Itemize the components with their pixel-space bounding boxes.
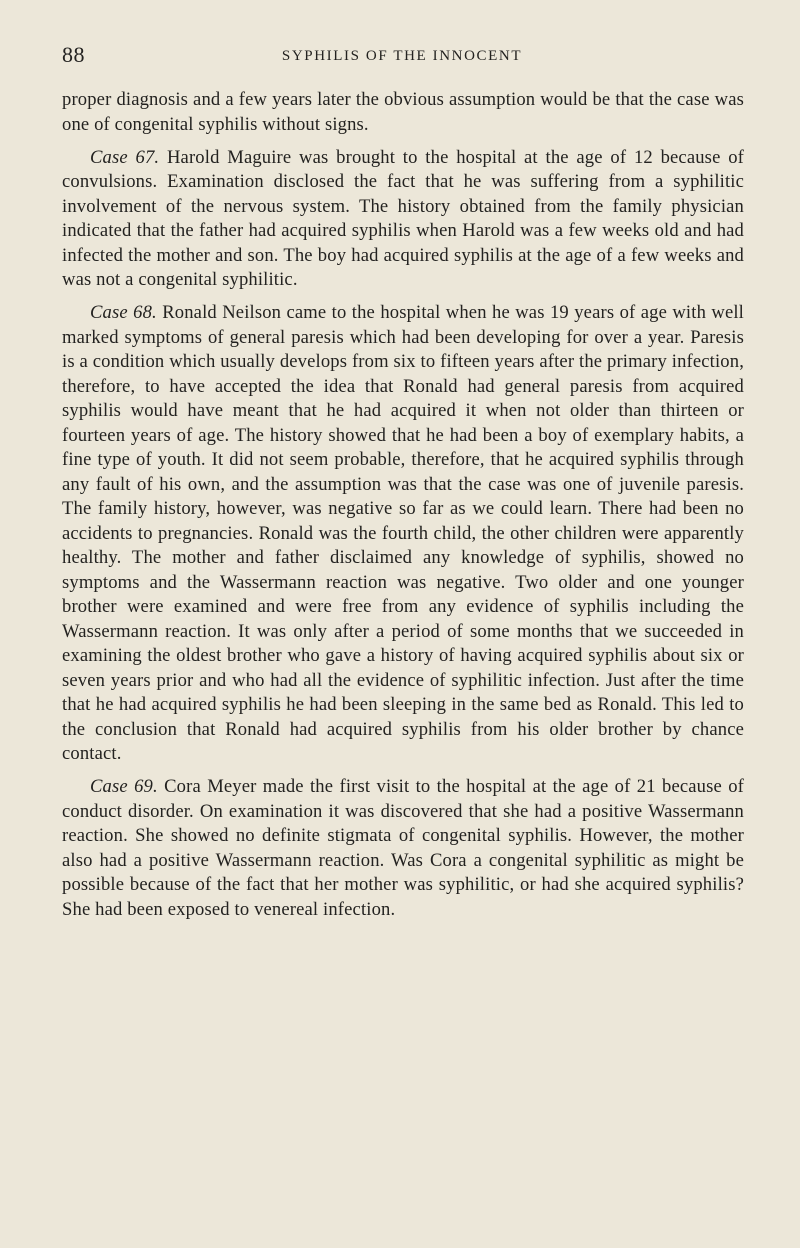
- page-number: 88: [62, 42, 85, 67]
- paragraph-case-69: [62, 775, 744, 922]
- paragraph-text: proper diagnosis and a few years later the obvious assumption would be that the case was one of congenital syphilis without signs.: [62, 89, 744, 135]
- paragraph-case-67: [62, 146, 744, 293]
- paragraph-text: Ronald Neilson came to the hospital when he was 19 years of age with well marked symptoms of general paresis which had been developing for over a year. Paresis is a condition which usually develops from six to fifteen years after the primary infection, therefore, to have accepted the idea that Ronald had general paresis from acquired syphilis would have meant that he had acquired it when not older than thirteen or fourteen years of age. The history showed that he had been a boy of exemplary habits, a fine type of youth. It did not seem probable, therefore, that he acquired syphilis through any fault of his own, and the assumption was that the case was one of juvenile paresis. The family history, however, was negative so far as we could learn. There had been no accidents to pregnancies. Ronald was the fourth child, the other children were apparently healthy. The mother and father disclaimed any knowledge of syphilis, showed no symptoms and the Wassermann reaction was negative. Two older and one younger brother were examined and were free from any evidence of syphilis including the Wassermann reaction. It was only after a period of some months that we succeeded in examining the oldest brother who gave a history of having acquired syphilis about six or seven years prior and who had all the evidence of syphilitic infection. Just after the time that he had acquired syphilis he had been sleeping in the same bed as Ronald. This led to the conclusion that Ronald had acquired syphilis from his older brother by chance contact.: [62, 302, 744, 764]
- running-title: SYPHILIS OF THE INNOCENT: [281, 48, 523, 64]
- paragraph-text: Harold Maguire was brought to the hospital at the age of 12 because of convulsions. Examination disclosed the fact that he was suffering from a syphilitic involvement of the nervous system. The history obtained from the family physician indicated that the father had acquired syphilis when Harold was a few weeks old and had infected the mother and son. The boy had acquired syphilis at the age of a few weeks and was not a congenital syphilitic.: [62, 146, 745, 290]
- case-label: Case 67.: [90, 146, 160, 168]
- case-label: Case 69.: [90, 776, 158, 797]
- paragraph-text: Cora Meyer made the first visit to the hospital at the age of 21 because of conduct disorder. On examination it was discovered that she had a positive Wassermann reaction. She showed no definite stigmata of congenital syphilis. However, the mother also had a positive Wassermann reaction. Was Cora a congenital syphilitic as might be possible because of the fact that her mother was syphilitic, or had she acquired syphilis? She had been exposed to venereal infection.: [62, 776, 744, 920]
- body-text: [62, 88, 744, 931]
- page-header: [62, 42, 742, 74]
- paragraph-continuation: [62, 88, 744, 137]
- case-label: Case 68.: [90, 302, 157, 323]
- paragraph-case-68: [62, 301, 744, 767]
